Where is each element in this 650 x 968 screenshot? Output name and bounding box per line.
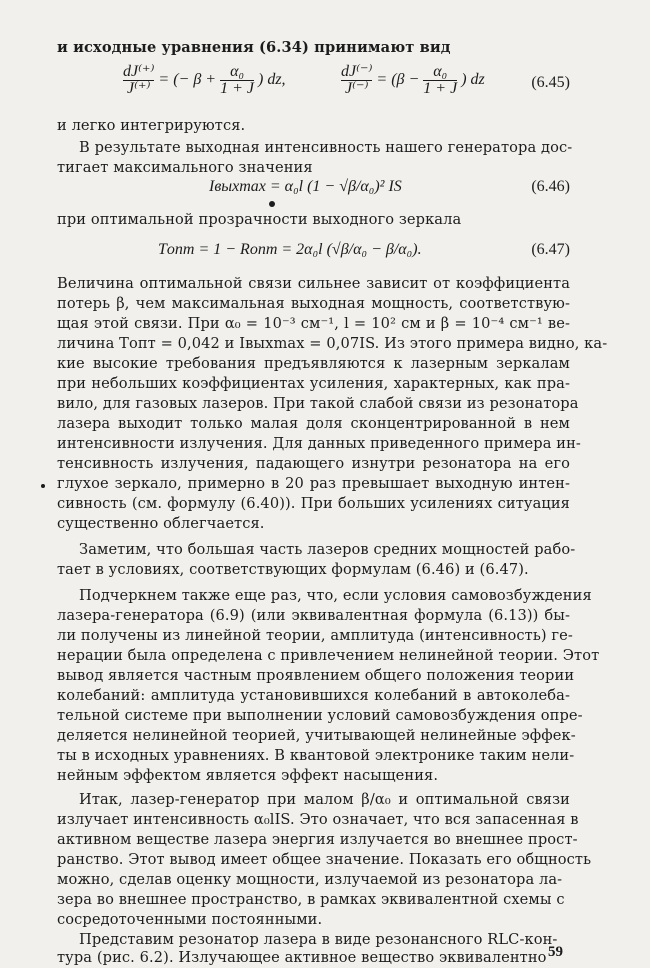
text-line: Представим резонатор лазера в виде резонансного RLC-кон- <box>79 931 558 948</box>
text-line: активном веществе лазера энергия излучается во внешнее прост- <box>57 831 578 848</box>
text-line: зера во внешнее пространство, в рамках эквивалентной схемы с <box>57 891 565 908</box>
text-line: интенсивности излучения. Для данных приведенного примера ин- <box>57 435 581 452</box>
text-line: можно, сделав оценку мощности, излучаемой из резонатора ла- <box>57 871 563 888</box>
text-line: вило, для газовых лазеров. При такой слабой связи из резонатора <box>57 395 579 412</box>
numerator: dJ⁽⁻⁾ <box>341 63 373 80</box>
equation-body: Tопт = 1 − Rопт = 2α₀l (√β/α₀ − β/α₀). <box>158 241 422 258</box>
text-line: и легко интегрируются. <box>57 117 246 134</box>
text-line: тигает максимального значения <box>57 159 313 176</box>
equation-number: (6.46) <box>531 178 570 195</box>
text-line: ли получены из линейной теории, амплитуда (интенсивность) ге- <box>57 627 573 644</box>
fraction <box>220 64 254 97</box>
text-line: лазера-генератора (6.9) (или эквивалентная формула (6.13)) бы- <box>57 607 570 624</box>
text-line: сивность (см. формулу (6.40)). При больших усилениях ситуация <box>57 495 570 512</box>
text-line: нерации была определена с привлечением нелинейной теории. Этот <box>57 647 600 664</box>
text-line: и исходные уравнения (6.34) принимают вид <box>57 39 451 56</box>
text-line: ты в исходных уравнениях. В квантовой электронике таким нели- <box>57 747 575 764</box>
text-line: тенсивность излучения, падающего изнутри резонатора на его <box>57 455 570 472</box>
text-line: существенно облегчается. <box>57 515 265 532</box>
text-line: вывод является частным проявлением общего положения теории <box>57 667 575 684</box>
text-line: сосредоточенными постоянными. <box>57 911 323 928</box>
text-line: Заметим, что большая часть лазеров средних мощностей рабо- <box>79 541 576 558</box>
text-line: излучает интенсивность α₀lIS. Это означает, что вся запасенная в <box>57 811 579 828</box>
numerator: α₀ <box>230 63 245 80</box>
text-line: нейным эффектом является эффект насыщения. <box>57 767 439 784</box>
equation-number: (6.47) <box>531 241 570 258</box>
numerator: dJ⁽⁺⁾ <box>123 63 155 80</box>
equation-term: = (β − <box>376 71 420 89</box>
ink-blot <box>269 201 275 207</box>
equation-number: (6.45) <box>531 74 570 91</box>
text-line: Величина оптимальной связи сильнее зависит от коэффициента <box>57 275 570 292</box>
text-line: при оптимальной прозрачности выходного зеркала <box>57 211 462 228</box>
denominator: 1 + J <box>423 80 458 97</box>
text-line: лазера выходит только малая доля сконцентрированной в нем <box>57 415 570 432</box>
text-line: Итак, лазер-генератор при малом β/α₀ и оптимальной связи <box>79 791 570 808</box>
text-line: тура (рис. 6.2). Излучающее активное вещество эквивалентно <box>57 949 547 966</box>
fraction <box>341 64 372 97</box>
text-line: деляется нелинейной теорией, учитывающей нелинейные эффек- <box>57 727 576 744</box>
text-line: Подчеркнем также еще раз, что, если условия самовозбуждения <box>79 587 592 604</box>
text-line: ранство. Этот вывод имеет общее значение. Показать его общность <box>57 851 592 868</box>
text-line: глухое зеркало, примерно в 20 раз превышает выходную интен- <box>57 475 570 492</box>
equation-body: Iвыхmax = α₀l (1 − √β/α₀)² IS <box>209 178 402 195</box>
equation-term: = (− β + <box>158 71 217 89</box>
page-number: 59 <box>548 944 563 960</box>
equation-term: ) dz <box>461 71 485 89</box>
numerator: α₀ <box>433 63 448 80</box>
denominator: 1 + J <box>220 80 254 97</box>
text-line: В результате выходная интенсивность нашего генератора дос- <box>79 139 573 156</box>
text-line: при небольших коэффициентах усиления, характерных, как пра- <box>57 375 570 392</box>
ink-blot <box>41 484 45 488</box>
text-line: щая этой связи. При α₀ = 10⁻³ см⁻¹, l = 10² см и β = 10⁻⁴ см⁻¹ ве- <box>57 315 570 332</box>
text-line: тает в условиях, соответствующих формулам (6.46) и (6.47). <box>57 561 529 578</box>
text-line: личина Tопт = 0,042 и Iвыхmax = 0,07IS. Из этого примера видно, ка- <box>57 335 608 352</box>
denominator: J⁽⁺⁾ <box>123 80 154 97</box>
text-line: потерь β, чем максимальная выходная мощность, соответствую- <box>57 295 570 312</box>
fraction <box>123 64 154 97</box>
equation-term: ) dz, <box>258 71 286 89</box>
text-line: кие высокие требования предъявляются к лазерным зеркалам <box>57 355 570 372</box>
fraction <box>423 64 457 97</box>
text-line: колебаний: амплитуда установившихся колебаний в автоколеба- <box>57 687 570 704</box>
denominator: J⁽⁻⁾ <box>341 80 372 97</box>
text-line: тельной системе при выполнении условий самовозбуждения опре- <box>57 707 583 724</box>
